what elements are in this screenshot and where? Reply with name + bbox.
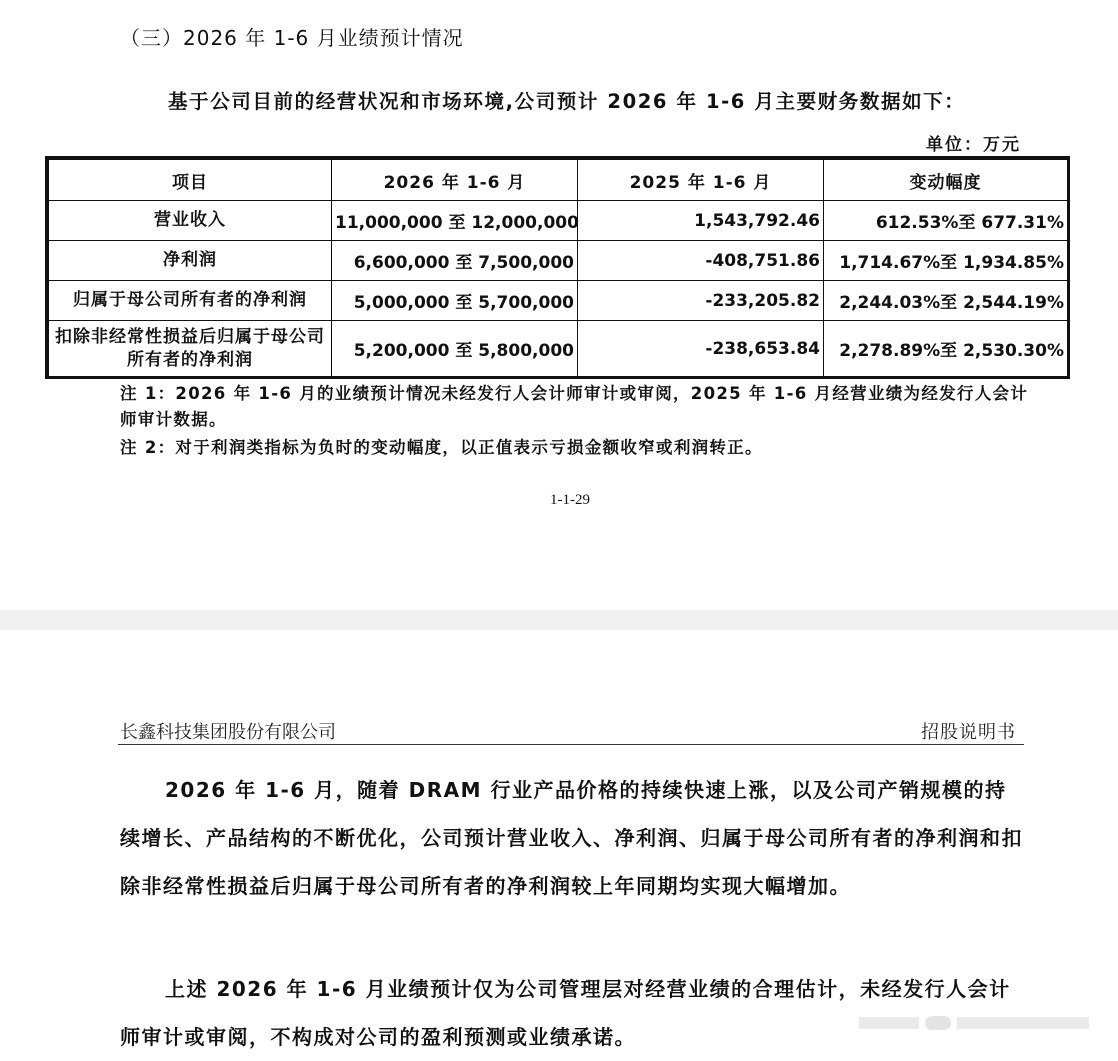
table-header-row [49,160,1068,201]
header-change: 变动幅度 [824,160,1068,201]
header-doc-type: 招股说明书 [921,722,1016,742]
row-item: 营业收入 [49,201,332,241]
header-2026: 2026 年 1-6 月 [332,160,578,201]
financial-table [45,156,1070,379]
note-2: 注 2：对于利润类指标为负时的变动幅度，以正值表示亏损金额收窄或利润转正。 [120,438,763,457]
page-number: 1-1-29 [550,492,590,508]
paragraph-2: 上述 2026 年 1-6 月业绩预计仅为公司管理层对经营业绩的合理估计，未经发行人会计师审计或审阅，不构成对公司的盈利预测或业绩承诺。 [120,977,1011,1049]
table-row [49,201,1068,241]
row-item: 扣除非经常性损益后归属于母公司所有者的净利润 [49,321,332,377]
header-2025: 2025 年 1-6 月 [578,160,824,201]
row-2025: -233,205.82 [578,281,824,321]
page-divider [0,610,1118,630]
header-company: 长鑫科技集团股份有限公司 [120,722,336,742]
row-item: 净利润 [49,241,332,281]
row-2026: 5,200,000 至 5,800,000 [332,321,578,377]
row-item: 归属于母公司所有者的净利润 [49,281,332,321]
paragraph-1: 2026 年 1-6 月，随着 DRAM 行业产品价格的持续快速上涨，以及公司产销规模的持续增长、产品结构的不断优化，公司预计营业收入、净利润、归属于母公司所有者的净利润和扣除非经常性损益后归属于母公司所有者的净利润较上年同期均实现大幅增加。 [120,778,1023,898]
row-2026: 11,000,000 至 12,000,000 [332,201,578,241]
note-1: 注 1：2026 年 1-6 月的业绩预计情况未经发行人会计师审计或审阅，2025 年 1-6 月经营业绩为经发行人会计师审计数据。 [120,384,1029,429]
header-rule [118,744,1024,745]
row-2025: -238,653.84 [578,321,824,377]
row-2026: 5,000,000 至 5,700,000 [332,281,578,321]
unit-label: 单位：万元 [926,135,1021,155]
row-2025: -408,751.86 [578,241,824,281]
row-change: 2,244.03%至 2,544.19% [824,281,1068,321]
table-row [49,281,1068,321]
intro-text: 基于公司目前的经营状况和市场环境,公司预计 2026 年 1-6 月主要财务数据如下： [168,90,966,113]
row-change: 2,278.89%至 2,530.30% [824,321,1068,377]
table-row [49,321,1068,377]
header-item: 项目 [49,160,332,201]
row-2025: 1,543,792.46 [578,201,824,241]
section-title: （三）2026 年 1-6 月业绩预计情况 [120,26,464,50]
watermark-logo [855,1014,1095,1032]
row-change: 1,714.67%至 1,934.85% [824,241,1068,281]
row-2026: 6,600,000 至 7,500,000 [332,241,578,281]
table-row [49,241,1068,281]
row-change: 612.53%至 677.31% [824,201,1068,241]
